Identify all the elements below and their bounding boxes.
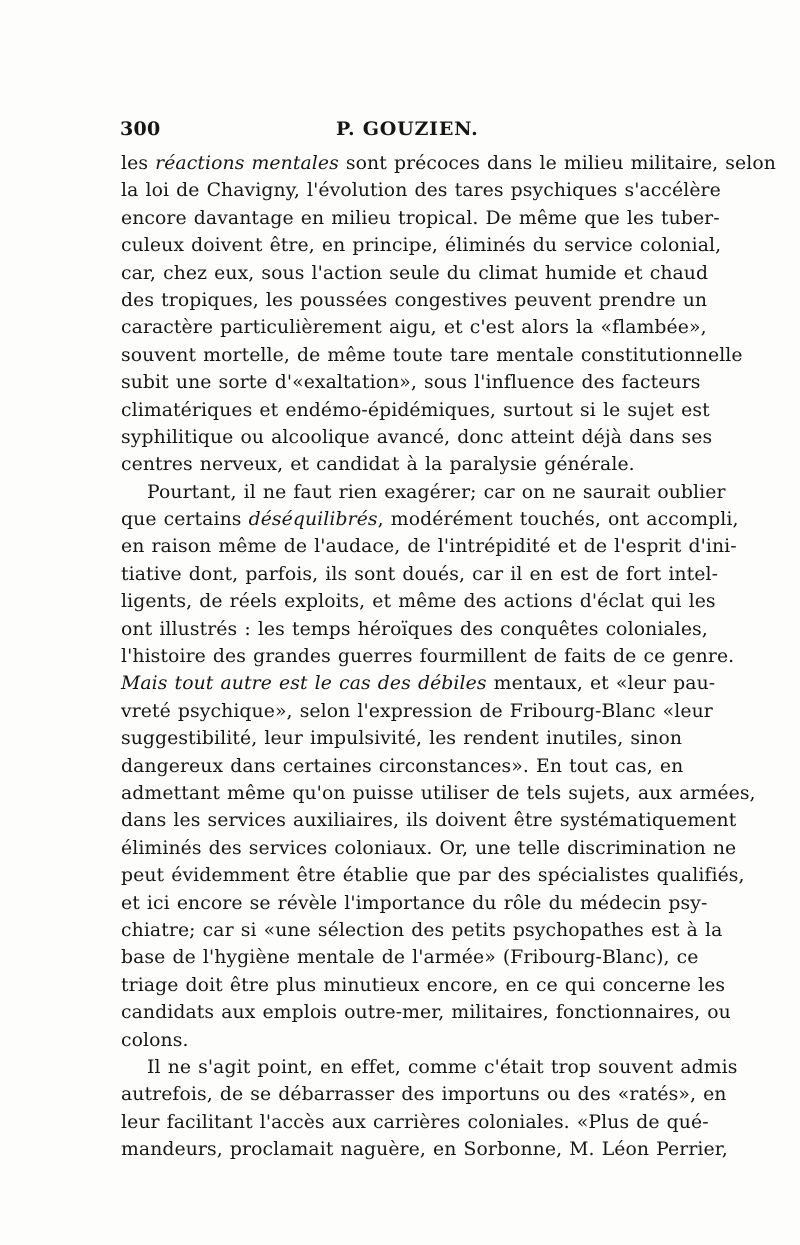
italic-text-segment: Mais tout autre est le cas des: [121, 673, 418, 695]
text-segment: tiative dont, parfois, ils sont doués, car il en est de fort intel-: [121, 563, 719, 585]
text-segment: Pourtant, il ne faut rien exagérer; car on ne saurait oublier: [147, 481, 726, 503]
text-segment: Il ne s'agit point, en effet, comme c'était trop souvent admis: [147, 1056, 738, 1078]
page-header: [120, 118, 680, 144]
text-line: [121, 369, 701, 396]
text-segment: dangereux dans certaines circonstances». En tout cas, en: [121, 755, 684, 777]
text-line: [121, 698, 713, 725]
text-line: [121, 177, 721, 204]
text-segment: , modérément touchés, ont accompli,: [377, 509, 739, 531]
text-line: [121, 533, 737, 560]
text-line: [121, 561, 719, 588]
text-line: [121, 232, 722, 259]
text-segment: syphilitique ou alcoolique avancé, donc atteint déjà dans ses: [121, 426, 713, 448]
italic-text-segment: réactions mentales: [155, 153, 339, 174]
text-segment: centres nerveux, et candidat à la paralysie générale.: [121, 454, 635, 476]
text-line: [121, 205, 720, 232]
text-segment: colons.: [121, 1029, 189, 1051]
text-segment: la loi de Chavigny, l'évolution des tares psychiques s'accélère: [121, 180, 721, 202]
text-line: [121, 342, 743, 369]
text-segment: que certains: [121, 509, 249, 531]
text-segment: en raison même de l'audace, de l'intrépidité et de l'esprit d'ini-: [121, 536, 737, 558]
text-segment: encore davantage en milieu tropical. De même que les tuber-: [121, 207, 720, 229]
text-segment: peut évidemment être établie que par des spécialistes qualifiés,: [121, 865, 745, 887]
text-segment: l'histoire des grandes guerres fourmillent de faits de ce genre.: [121, 646, 735, 668]
text-line: [121, 643, 735, 670]
text-line: [121, 1109, 709, 1136]
text-segment: souvent mortelle, de même toute tare mentale constitutionnelle: [121, 344, 743, 366]
text-segment: ligents, de réels exploits, et même des actions d'éclat qui les: [121, 591, 716, 613]
text-line: [121, 944, 699, 971]
text-line: [121, 1081, 727, 1108]
text-line: [121, 424, 713, 451]
text-segment: culeux doivent être, en principe, éliminés du service colonial,: [121, 235, 722, 257]
text-line: [121, 287, 708, 314]
text-line: [121, 780, 756, 807]
text-segment: éliminés des services coloniaux. Or, une telle discrimination ne: [121, 837, 737, 859]
text-segment: caractère particulièrement aigu, et c'est alors la «flambée»,: [121, 317, 707, 339]
text-segment: autrefois, de se débarrasser des importuns ou des «ratés», en: [121, 1084, 727, 1106]
text-line: [121, 397, 710, 424]
text-segment: base de l'hygiène mentale de l'armée» (Fribourg-Blanc), ce: [121, 947, 699, 969]
text-line: [121, 1027, 673, 1054]
text-segment: dans les services auxiliaires, ils doivent être systématiquement: [121, 810, 737, 832]
text-line: [121, 890, 708, 917]
text-line: [121, 917, 723, 944]
text-segment: triage doit être plus minutieux encore, en ce qui concerne les: [121, 974, 726, 996]
text-segment: ont illustrés : les temps héroïques des conquêtes coloniales,: [121, 618, 708, 640]
text-segment: et ici encore se révèle l'importance du rôle du médecin psy-: [121, 892, 708, 914]
italic-text-segment: déséquilibrés: [248, 509, 378, 531]
italic-text-segment: débiles: [417, 673, 487, 695]
text-segment: car, chez eux, sous l'action seule du climat humide et chaud: [121, 262, 709, 284]
text-segment: chiatre; car si «une sélection des petits psychopathes est à la: [121, 919, 723, 941]
text-line: [121, 616, 708, 643]
text-line: [121, 753, 684, 780]
text-line: [121, 807, 737, 834]
text-segment: vreté psychique», selon l'expression de Fribourg-Blanc «leur: [121, 700, 713, 722]
text-line: [121, 451, 673, 478]
text-line: [121, 150, 776, 177]
text-segment: mandeurs, proclamait naguère, en Sorbonne, M. Léon Perrier,: [121, 1139, 728, 1161]
text-line: [121, 835, 737, 862]
text-line: [121, 479, 726, 506]
text-line: [121, 862, 745, 889]
text-segment: subit une sorte d'«exaltation», sous l'influence des facteurs: [121, 372, 701, 394]
text-line: [121, 1136, 728, 1163]
text-segment: les: [121, 153, 156, 174]
text-segment: mentaux, et «leur pau-: [486, 673, 716, 695]
running-head-author: P. GOUZIEN.: [336, 118, 479, 140]
text-segment: admettant même qu'on puisse utiliser de tels sujets, aux armées,: [121, 782, 756, 804]
text-segment: des tropiques, les poussées congestives peuvent prendre un: [121, 289, 708, 311]
text-line: [121, 588, 716, 615]
body-text: [121, 150, 776, 1163]
text-line: [121, 1054, 738, 1081]
text-line: [121, 725, 683, 752]
text-line: [121, 506, 739, 533]
text-segment: climatériques et endémo-épidémiques, surtout si le sujet est: [121, 399, 710, 421]
text-line: [121, 670, 716, 697]
text-segment: leur facilitant l'accès aux carrières coloniales. «Plus de qué-: [121, 1111, 709, 1133]
text-segment: suggestibilité, leur impulsivité, les rendent inutiles, sinon: [121, 728, 683, 750]
text-segment: sont précoces dans le milieu militaire, selon: [338, 153, 776, 174]
text-line: [121, 260, 709, 287]
page-number: 300: [120, 118, 161, 140]
text-line: [121, 999, 731, 1026]
text-line: [121, 972, 726, 999]
text-segment: candidats aux emplois outre-mer, militaires, fonctionnaires, ou: [121, 1002, 731, 1024]
text-line: [121, 314, 707, 341]
